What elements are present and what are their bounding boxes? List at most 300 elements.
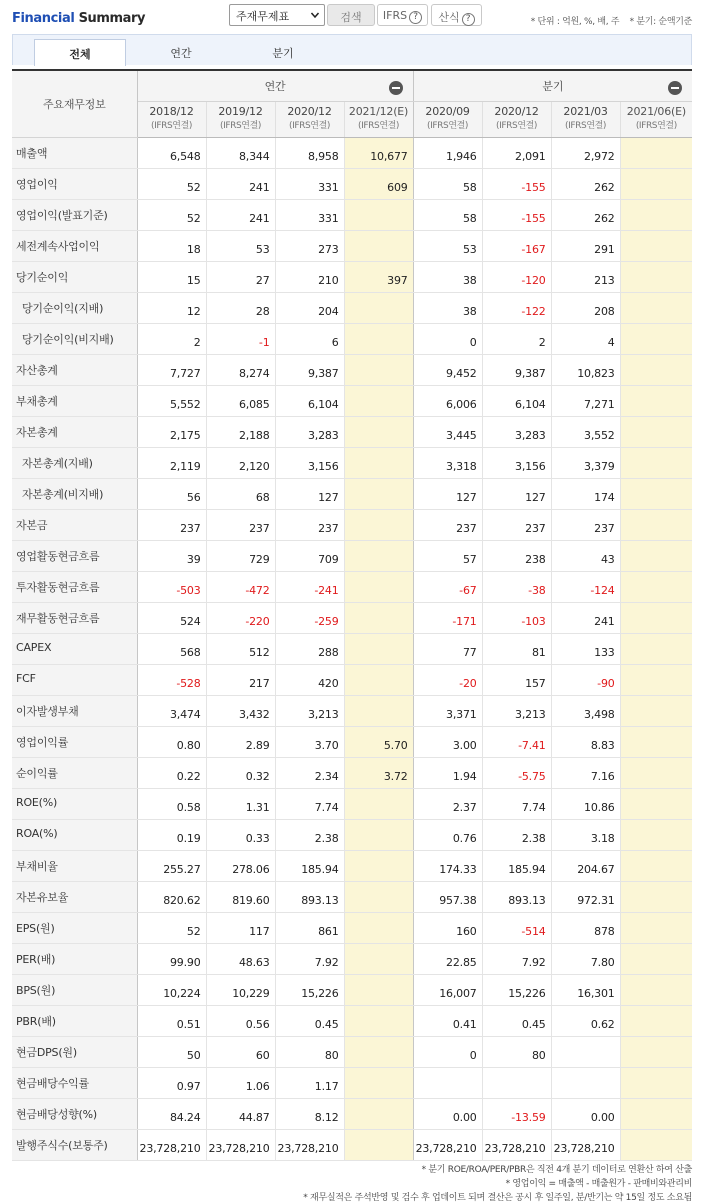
tab-annual[interactable]: 연간	[170, 47, 192, 60]
value-cell	[620, 385, 692, 416]
value-cell: 237	[137, 509, 206, 540]
value-cell: 3.70	[275, 726, 344, 757]
value-cell: 709	[275, 540, 344, 571]
value-cell: 0.51	[137, 1005, 206, 1036]
value-cell: 8,274	[206, 354, 275, 385]
value-cell: 213	[551, 261, 620, 292]
value-cell	[620, 943, 692, 974]
value-cell: 27	[206, 261, 275, 292]
annual-group-header	[137, 70, 413, 101]
table-row	[12, 354, 692, 385]
row-label: 발행주식수(보통주)	[12, 1129, 137, 1160]
value-cell: 80	[275, 1036, 344, 1067]
value-cell: -220	[206, 602, 275, 633]
value-cell: 0.41	[413, 1005, 482, 1036]
table-row	[12, 881, 692, 912]
value-cell: 127	[482, 478, 551, 509]
row-label: 영업이익	[12, 168, 137, 199]
value-cell	[620, 261, 692, 292]
value-cell: 3,552	[551, 416, 620, 447]
value-cell: 23,728,210	[206, 1129, 275, 1160]
value-cell: 3,156	[482, 447, 551, 478]
row-label: 재무활동현금흐름	[12, 602, 137, 633]
value-cell	[620, 664, 692, 695]
period-label: 2020/12	[287, 105, 332, 118]
tab-all[interactable]: 전체	[34, 39, 126, 66]
value-cell: -90	[551, 664, 620, 695]
value-cell	[344, 230, 413, 261]
value-cell: 237	[482, 509, 551, 540]
value-cell: -20	[413, 664, 482, 695]
table-row	[12, 633, 692, 664]
value-cell: 7,271	[551, 385, 620, 416]
value-cell: 3,445	[413, 416, 482, 447]
period-basis: (IFRS연결)	[496, 121, 538, 131]
row-label: FCF	[12, 664, 137, 695]
table-row	[12, 819, 692, 850]
value-cell: -1	[206, 323, 275, 354]
value-cell	[482, 1067, 551, 1098]
title-financial: Financial	[12, 11, 75, 26]
value-cell: 12	[137, 292, 206, 323]
value-cell	[344, 912, 413, 943]
tab-quarterly[interactable]: 분기	[272, 47, 294, 60]
value-cell	[344, 819, 413, 850]
row-label: 자본총계(지배)	[12, 447, 137, 478]
value-cell: 238	[482, 540, 551, 571]
value-cell: -171	[413, 602, 482, 633]
table-body	[12, 137, 692, 1160]
row-label: 현금배당수익률	[12, 1067, 137, 1098]
value-cell: 3.18	[551, 819, 620, 850]
value-cell: 512	[206, 633, 275, 664]
value-cell	[620, 199, 692, 230]
value-cell: 3,283	[275, 416, 344, 447]
value-cell: 38	[413, 292, 482, 323]
value-cell: 53	[413, 230, 482, 261]
row-label: CAPEX	[12, 633, 137, 664]
period-basis: (IFRS연결)	[150, 121, 192, 131]
value-cell	[620, 726, 692, 757]
value-cell: 3,498	[551, 695, 620, 726]
value-cell: 0.33	[206, 819, 275, 850]
value-cell: -124	[551, 571, 620, 602]
value-cell: 2,188	[206, 416, 275, 447]
row-label: 현금DPS(원)	[12, 1036, 137, 1067]
value-cell: 15,226	[482, 974, 551, 1005]
value-cell	[344, 199, 413, 230]
value-cell	[344, 509, 413, 540]
value-cell: 820.62	[137, 881, 206, 912]
value-cell: 6,104	[275, 385, 344, 416]
row-label: BPS(원)	[12, 974, 137, 1005]
value-cell: 18	[137, 230, 206, 261]
value-cell: 174	[551, 478, 620, 509]
value-cell: 28	[206, 292, 275, 323]
value-cell: 185.94	[275, 850, 344, 881]
value-cell: 81	[482, 633, 551, 664]
value-cell: 7.74	[275, 788, 344, 819]
row-label: ROE(%)	[12, 788, 137, 819]
value-cell	[620, 602, 692, 633]
value-cell: 568	[137, 633, 206, 664]
value-cell	[620, 540, 692, 571]
table-row	[12, 912, 692, 943]
table-row	[12, 137, 692, 168]
value-cell: 157	[482, 664, 551, 695]
value-cell	[344, 633, 413, 664]
value-cell: -120	[482, 261, 551, 292]
value-cell: 3.72	[344, 757, 413, 788]
value-cell: 133	[551, 633, 620, 664]
period-header	[413, 101, 482, 137]
table-row	[12, 571, 692, 602]
value-cell: 15	[137, 261, 206, 292]
value-cell: 278.06	[206, 850, 275, 881]
value-cell	[344, 1005, 413, 1036]
value-cell	[344, 974, 413, 1005]
row-label: EPS(원)	[12, 912, 137, 943]
table-row	[12, 1067, 692, 1098]
value-cell: 23,728,210	[413, 1129, 482, 1160]
value-cell: 10,229	[206, 974, 275, 1005]
value-cell: 16,301	[551, 974, 620, 1005]
value-cell: 7.92	[275, 943, 344, 974]
value-cell: -155	[482, 168, 551, 199]
value-cell: 10,677	[344, 137, 413, 168]
value-cell	[344, 788, 413, 819]
value-cell	[620, 509, 692, 540]
value-cell: 237	[551, 509, 620, 540]
value-cell: 0.56	[206, 1005, 275, 1036]
value-cell: 10,224	[137, 974, 206, 1005]
value-cell	[344, 1067, 413, 1098]
value-cell	[620, 1129, 692, 1160]
value-cell: 7.92	[482, 943, 551, 974]
value-cell: 6	[275, 323, 344, 354]
value-cell	[344, 602, 413, 633]
value-cell: 3,474	[137, 695, 206, 726]
value-cell	[344, 1036, 413, 1067]
value-cell	[344, 354, 413, 385]
value-cell	[620, 788, 692, 819]
collapse-annual-icon[interactable]	[389, 81, 403, 95]
value-cell: 6,006	[413, 385, 482, 416]
value-cell: 57	[413, 540, 482, 571]
formula-help-button[interactable]	[431, 4, 482, 26]
value-cell: 2,091	[482, 137, 551, 168]
table-row	[12, 540, 692, 571]
value-cell	[620, 757, 692, 788]
value-cell: 80	[482, 1036, 551, 1067]
value-cell: -103	[482, 602, 551, 633]
quarter-group-header	[413, 70, 692, 101]
value-cell: 0	[413, 323, 482, 354]
value-cell	[620, 137, 692, 168]
value-cell: 210	[275, 261, 344, 292]
value-cell	[344, 881, 413, 912]
value-cell: 273	[275, 230, 344, 261]
table-row	[12, 943, 692, 974]
value-cell	[344, 1098, 413, 1129]
value-cell: 53	[206, 230, 275, 261]
value-cell	[620, 633, 692, 664]
page-title	[12, 11, 145, 26]
value-cell	[620, 354, 692, 385]
value-cell	[620, 1098, 692, 1129]
period-label: 2021/06(E)	[626, 105, 686, 118]
value-cell	[344, 292, 413, 323]
value-cell	[344, 850, 413, 881]
value-cell: 3.00	[413, 726, 482, 757]
value-cell: 1.06	[206, 1067, 275, 1098]
value-cell	[620, 230, 692, 261]
unit-note	[531, 14, 692, 27]
value-cell: 208	[551, 292, 620, 323]
value-cell	[344, 571, 413, 602]
value-cell: 0.00	[413, 1098, 482, 1129]
value-cell: 3,156	[275, 447, 344, 478]
value-cell: 957.38	[413, 881, 482, 912]
table-row	[12, 509, 692, 540]
value-cell: 291	[551, 230, 620, 261]
table-row	[12, 323, 692, 354]
footnote: * 분기 ROE/ROA/PER/PBR은 직전 4개 분기 데이터로 연환산 하여 산출	[421, 1165, 692, 1175]
value-cell: 0.76	[413, 819, 482, 850]
value-cell	[620, 1036, 692, 1067]
value-cell: 524	[137, 602, 206, 633]
value-cell: 68	[206, 478, 275, 509]
value-cell: -5.75	[482, 757, 551, 788]
value-cell: 5,552	[137, 385, 206, 416]
value-cell	[620, 323, 692, 354]
value-cell	[620, 478, 692, 509]
value-cell	[344, 478, 413, 509]
value-cell: 893.13	[482, 881, 551, 912]
value-cell: 217	[206, 664, 275, 695]
period-basis: (IFRS연결)	[288, 121, 330, 131]
table-row	[12, 788, 692, 819]
value-cell	[620, 292, 692, 323]
value-cell: -514	[482, 912, 551, 943]
value-cell: 1.17	[275, 1067, 344, 1098]
value-cell: 50	[137, 1036, 206, 1067]
value-cell: 23,728,210	[137, 1129, 206, 1160]
summary-header	[0, 0, 701, 34]
value-cell: 397	[344, 261, 413, 292]
title-summary: Summary	[78, 11, 146, 26]
value-cell: 0.80	[137, 726, 206, 757]
value-cell: -67	[413, 571, 482, 602]
value-cell	[344, 385, 413, 416]
value-cell: 4	[551, 323, 620, 354]
period-header	[206, 101, 275, 137]
value-cell: 0.45	[275, 1005, 344, 1036]
value-cell: 288	[275, 633, 344, 664]
value-cell: -528	[137, 664, 206, 695]
value-cell: 0.19	[137, 819, 206, 850]
value-cell: 15,226	[275, 974, 344, 1005]
value-cell	[413, 1067, 482, 1098]
value-cell: 38	[413, 261, 482, 292]
question-icon: ?	[462, 13, 475, 26]
unit-label: * 단위 : 억원, %, 배, 주	[530, 17, 620, 27]
row-label: 영업활동현금흐름	[12, 540, 137, 571]
value-cell	[344, 540, 413, 571]
value-cell: 204	[275, 292, 344, 323]
value-cell: 2,119	[137, 447, 206, 478]
value-cell	[551, 1067, 620, 1098]
value-cell: 0	[413, 1036, 482, 1067]
value-cell	[620, 1005, 692, 1036]
row-header-label: 주요재무정보	[12, 70, 137, 137]
value-cell: 2,175	[137, 416, 206, 447]
period-header	[551, 101, 620, 137]
value-cell	[344, 447, 413, 478]
value-cell: 58	[413, 199, 482, 230]
row-label: 자산총계	[12, 354, 137, 385]
collapse-quarter-icon[interactable]	[668, 81, 682, 95]
value-cell: -503	[137, 571, 206, 602]
value-cell: 0.32	[206, 757, 275, 788]
value-cell: 420	[275, 664, 344, 695]
value-cell: 861	[275, 912, 344, 943]
table-row	[12, 230, 692, 261]
value-cell: 60	[206, 1036, 275, 1067]
value-cell	[344, 323, 413, 354]
value-cell: 43	[551, 540, 620, 571]
table-row	[12, 1129, 692, 1160]
value-cell: 0.22	[137, 757, 206, 788]
value-cell: 262	[551, 199, 620, 230]
value-cell: -167	[482, 230, 551, 261]
table-row	[12, 1098, 692, 1129]
value-cell: 729	[206, 540, 275, 571]
value-cell	[620, 695, 692, 726]
footnote: * 재무실적은 주석반영 및 검수 후 업데이트 되며 결산은 공시 후 일주일, 분/반기는 약 15일 정도 소요됨	[303, 1193, 692, 1203]
value-cell: 6,085	[206, 385, 275, 416]
value-cell: 3,432	[206, 695, 275, 726]
value-cell	[620, 850, 692, 881]
value-cell: 9,452	[413, 354, 482, 385]
period-header	[137, 101, 206, 137]
value-cell: 204.67	[551, 850, 620, 881]
period-basis: (IFRS연결)	[635, 121, 677, 131]
statement-type-select[interactable]	[229, 4, 325, 26]
value-cell	[344, 1129, 413, 1160]
value-cell: 237	[275, 509, 344, 540]
table-row	[12, 1005, 692, 1036]
value-cell: 331	[275, 168, 344, 199]
value-cell	[620, 974, 692, 1005]
ifrs-help-button[interactable]	[377, 4, 428, 26]
value-cell: 2.38	[275, 819, 344, 850]
table-row	[12, 726, 692, 757]
value-cell: 117	[206, 912, 275, 943]
value-cell: 8,958	[275, 137, 344, 168]
value-cell: 0.58	[137, 788, 206, 819]
value-cell: 77	[413, 633, 482, 664]
search-button[interactable]: 검색	[327, 4, 375, 26]
value-cell: -472	[206, 571, 275, 602]
table-row	[12, 385, 692, 416]
value-cell: 10,823	[551, 354, 620, 385]
row-label: PER(배)	[12, 943, 137, 974]
value-cell: 2.34	[275, 757, 344, 788]
value-cell	[620, 571, 692, 602]
financial-summary-table	[12, 69, 692, 1161]
value-cell: 2.37	[413, 788, 482, 819]
period-label: 2021/03	[563, 105, 608, 118]
period-basis: (IFRS연결)	[219, 121, 261, 131]
row-label: 순이익률	[12, 757, 137, 788]
value-cell: 241	[206, 168, 275, 199]
value-cell: 174.33	[413, 850, 482, 881]
row-label: 당기순이익(비지배)	[12, 323, 137, 354]
value-cell: 7.74	[482, 788, 551, 819]
period-label: 2021/12(E)	[348, 105, 409, 118]
value-cell: 58	[413, 168, 482, 199]
value-cell	[620, 447, 692, 478]
value-cell: 255.27	[137, 850, 206, 881]
value-cell: 8.12	[275, 1098, 344, 1129]
row-label: 투자활동현금흐름	[12, 571, 137, 602]
value-cell: -155	[482, 199, 551, 230]
row-label: 부채비율	[12, 850, 137, 881]
value-cell: -7.41	[482, 726, 551, 757]
value-cell	[620, 168, 692, 199]
formula-label: 산식	[438, 11, 460, 24]
value-cell: 0.45	[482, 1005, 551, 1036]
value-cell: 23,728,210	[482, 1129, 551, 1160]
value-cell	[620, 819, 692, 850]
value-cell: 3,213	[482, 695, 551, 726]
value-cell: 3,213	[275, 695, 344, 726]
value-cell: -38	[482, 571, 551, 602]
value-cell: -241	[275, 571, 344, 602]
value-cell: 1.94	[413, 757, 482, 788]
value-cell: 10.86	[551, 788, 620, 819]
value-cell: 2	[137, 323, 206, 354]
table-row	[12, 447, 692, 478]
period-header	[344, 101, 413, 137]
value-cell: 56	[137, 478, 206, 509]
row-label: 당기순이익(지배)	[12, 292, 137, 323]
value-cell	[344, 664, 413, 695]
value-cell: 2.38	[482, 819, 551, 850]
table-row	[12, 416, 692, 447]
period-label: 2020/09	[425, 105, 470, 118]
question-icon: ?	[409, 11, 422, 24]
row-label: 영업이익률	[12, 726, 137, 757]
row-label: 영업이익(발표기준)	[12, 199, 137, 230]
value-cell: 44.87	[206, 1098, 275, 1129]
row-label: 부채총계	[12, 385, 137, 416]
row-label: 이자발생부채	[12, 695, 137, 726]
value-cell: 972.31	[551, 881, 620, 912]
value-cell	[620, 1067, 692, 1098]
value-cell	[620, 881, 692, 912]
value-cell: 127	[413, 478, 482, 509]
value-cell: 160	[413, 912, 482, 943]
value-cell: 127	[275, 478, 344, 509]
period-label: 2018/12	[149, 105, 194, 118]
value-cell: 1.31	[206, 788, 275, 819]
value-cell: 9,387	[275, 354, 344, 385]
value-cell: 8.83	[551, 726, 620, 757]
row-label: 자본유보율	[12, 881, 137, 912]
row-label: 자본총계(비지배)	[12, 478, 137, 509]
